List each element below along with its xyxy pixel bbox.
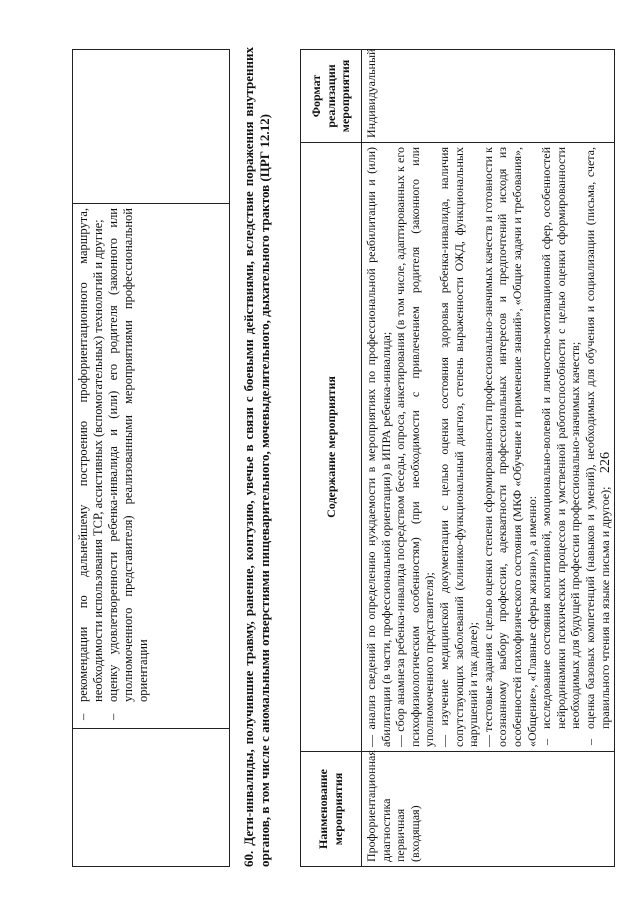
continuation-content-cell xyxy=(73,204,230,729)
activity-table xyxy=(300,49,615,867)
table-row xyxy=(362,50,615,867)
header-content: Содержание мероприятия xyxy=(301,143,362,752)
section-heading: 60. Дети-инвалиды, получившие травму, ранение, контузию, увечье в связи с боевыми действиями, вследствие поражения внутренних органов, в том числе с аномальными отверстиями пищеварительного, мочевыделительного, дыхательного трактов (ЦРГ 12.12) xyxy=(241,47,272,867)
header-format: Формат реализации мероприятия xyxy=(301,50,362,143)
list-item: – оценку удовлетворенности ребенка-инвалида и (или) его родителя (законного или уполномоченного представителя) реализованными мероприятиями профессиональной ориентации xyxy=(106,208,151,724)
continuation-name-cell xyxy=(73,729,230,867)
continuation-format-cell xyxy=(73,50,230,204)
header-name: Наименование мероприятия xyxy=(301,752,362,867)
continuation-list xyxy=(76,208,151,724)
page-number: 226 xyxy=(598,452,613,473)
activity-format: Индивидуальный xyxy=(362,50,615,143)
list-item: – рекомендации по дальнейшему построению профориентационного маршрута, необходимости использования ТСР, ассистивных (вспомогательных) технологий и другие; xyxy=(76,208,106,724)
sub-list-item: – оценка базовых компетенций (навыков и умений), необходимых для обучения и социализации (письма, счета, правильного чтения на языке письма и другое); xyxy=(583,147,612,747)
content-paragraph: — сбор анамнеза ребенка-инвалида посредством беседы, опроса, анкетирования (в том числе, адаптированных к его психофизиологическим особенностям) (при необходимости с привлечением родителя (законного или уполномоченного представителя); xyxy=(393,147,437,747)
activity-name: Профориентационная диагностика первичная (входящая) xyxy=(362,752,615,867)
activity-content xyxy=(362,143,615,752)
table-header-row xyxy=(301,50,362,867)
sub-list-item: – исследование состояния когнитивной, эмоционально-волевой и личностно-мотивационной сфер, особенностей нейродинамики психических процессов и умственной работоспособности с целью оценки сформированности необходимых для будущей профессии профессионально-значимых качеств; xyxy=(539,147,583,747)
content-paragraph: — тестовые задания с целью оценки степени сформированности профессионально-значимых качеств и готовности к осознанному выбору профессии, адекватности профессиональных интересов и предпочтений исходя из особенностей психофизического состояния (МКФ «Обучение и применение знаний», «Общие задачи и требования», «Общение», «Главные сферы жизни»), а именно: xyxy=(480,147,539,747)
content-paragraph: — изучение медицинской документации с целью оценки состояния здоровья ребенка-инвалида, наличия сопутствующих заболеваний (клинико-функциональный диагноз, степень выраженности ОЖД, функциональных нарушений и так далее); xyxy=(436,147,481,747)
content-paragraph: — анализ сведений по определению нуждаемости в мероприятиях по профессиональной реабилитации и (или) абилитации (в части, профессиональной ориентации) в ИПРА ребенка-инвалида; xyxy=(364,147,393,747)
continuation-table xyxy=(72,49,230,867)
